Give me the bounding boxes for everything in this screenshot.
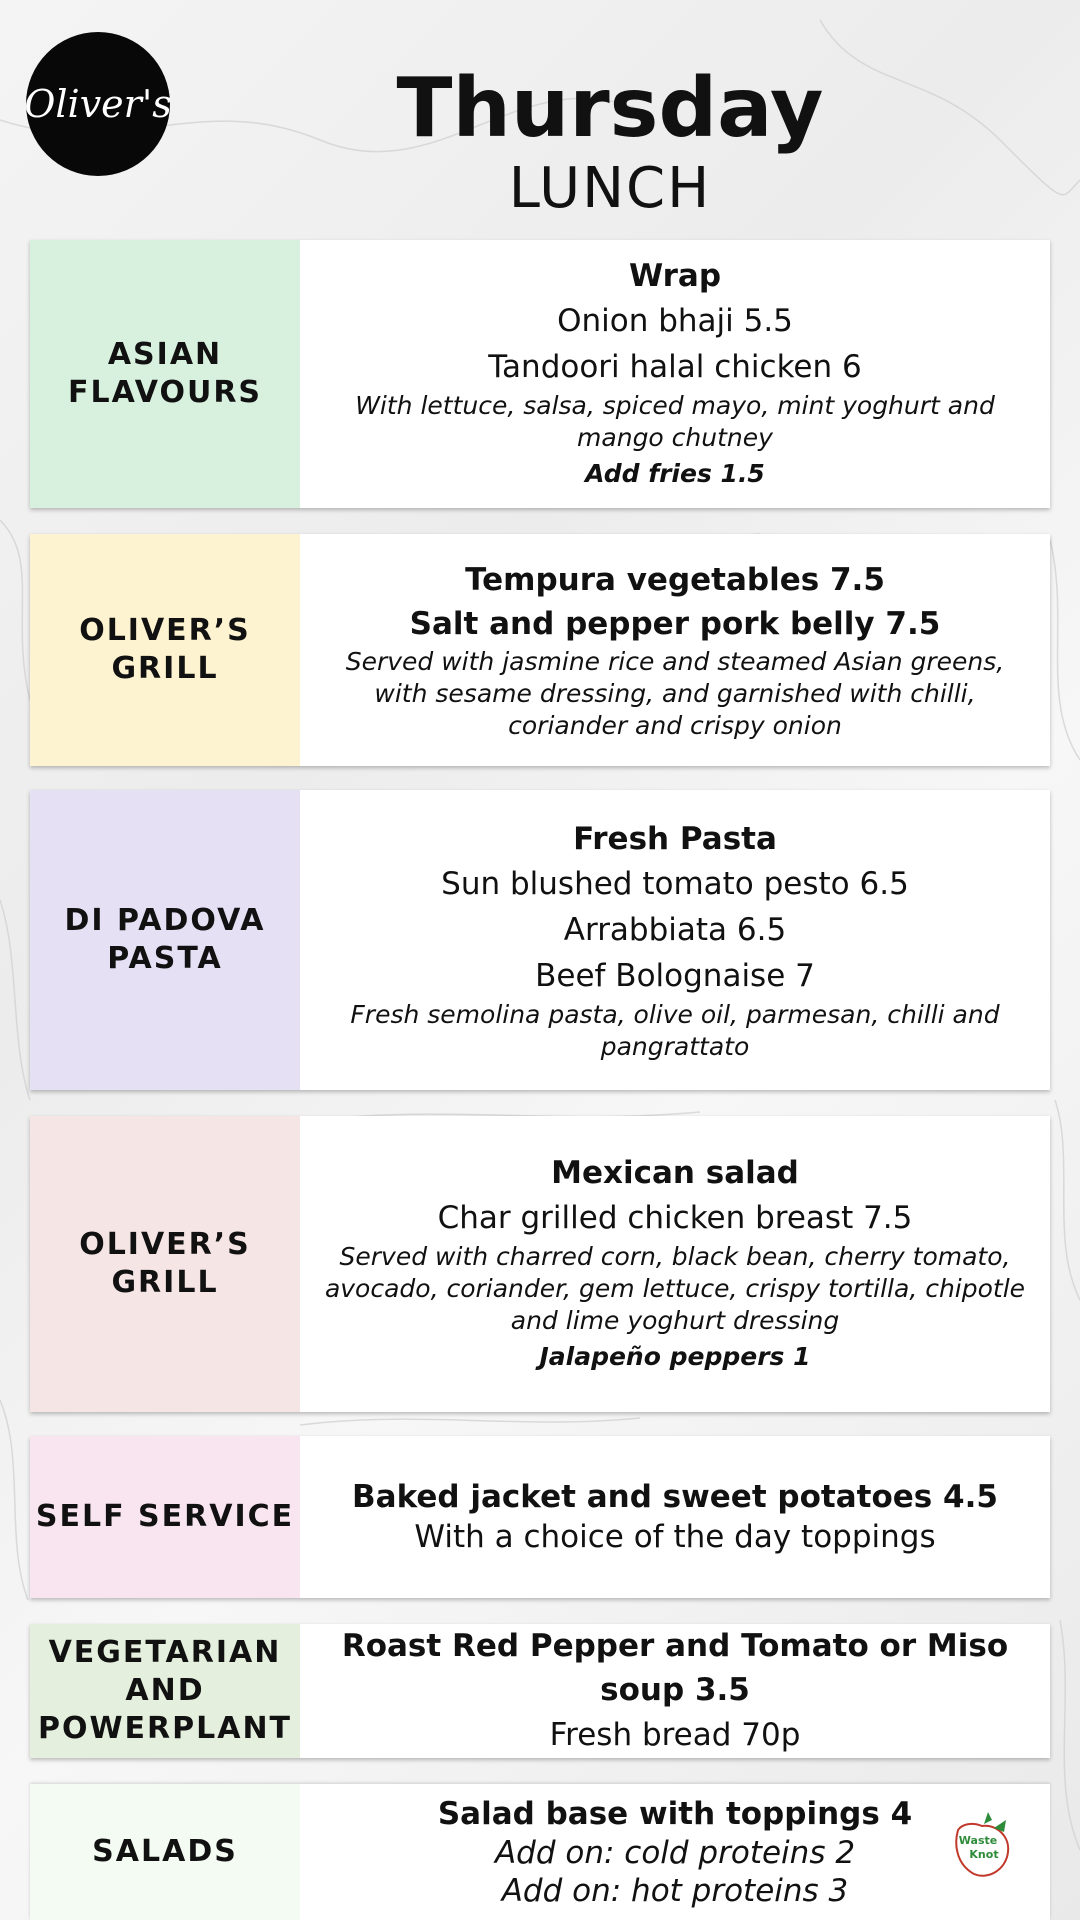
menu-item: Beef Bolognaise 7	[535, 958, 815, 994]
label-line: AND	[125, 1673, 205, 1708]
section-content	[300, 790, 1050, 1090]
section-content	[300, 1784, 1050, 1920]
menu-section-salads	[30, 1784, 1050, 1920]
section-content	[300, 240, 1050, 508]
section-heading: Tempura vegetables 7.5	[465, 562, 885, 598]
extra-note: Jalapeño peppers 1	[539, 1342, 811, 1371]
label-line: ASIAN	[107, 337, 223, 372]
section-heading: Salad base with toppings 4	[437, 1796, 913, 1832]
section-label	[30, 240, 300, 508]
label-line: FLAVOURS	[67, 375, 263, 410]
label-line: PASTA	[107, 941, 223, 976]
menu-item: Onion bhaji 5.5	[557, 303, 793, 339]
logo-text: Oliver's	[24, 82, 172, 126]
section-content	[300, 534, 1050, 766]
label-line: DI PADOVA	[64, 903, 266, 938]
section-label	[30, 1116, 300, 1412]
section-label	[30, 790, 300, 1090]
label-line: SELF SERVICE	[35, 1499, 295, 1534]
label-line: OLIVER’S GRILL	[79, 613, 251, 686]
add-on-line: Add on: hot proteins 3	[501, 1873, 849, 1909]
waste-knot-badge	[944, 1808, 1018, 1882]
item-description: With lettuce, salsa, spiced mayo, mint yoghurt and mango chutney	[355, 391, 995, 452]
item-description: Served with charred corn, black bean, cherry tomato, avocado, coriander, gem lettuce, crispy tortilla, chipotle and lime yoghurt dressing	[324, 1242, 1026, 1335]
label-line: POWERPLANT	[37, 1711, 293, 1746]
item-description: Fresh semolina pasta, olive oil, parmesan, chilli and pangrattato	[350, 1000, 1000, 1061]
label-line: OLIVER’S GRILL	[79, 1227, 251, 1300]
section-content	[300, 1116, 1050, 1412]
section-label	[30, 534, 300, 766]
svg-text:Knot: Knot	[969, 1848, 999, 1861]
menu-item: Char grilled chicken breast 7.5	[437, 1200, 913, 1236]
menu-item: Fresh bread 70p	[549, 1717, 801, 1753]
menu-section-asian-flavours	[30, 240, 1050, 508]
menu-item: Arrabbiata 6.5	[563, 912, 787, 948]
label-line: VEGETARIAN	[48, 1635, 282, 1670]
section-label	[30, 1436, 300, 1598]
meal-subtitle: LUNCH	[508, 156, 712, 221]
section-heading: Fresh Pasta	[573, 821, 777, 857]
section-label	[30, 1784, 300, 1920]
section-heading: Mexican salad	[551, 1155, 799, 1191]
section-content	[300, 1436, 1050, 1598]
section-label	[30, 1624, 300, 1758]
label-line: SALADS	[92, 1834, 238, 1869]
menu-section-olivers-grill-2	[30, 1116, 1050, 1412]
add-on-line: Add on: cold proteins 2	[494, 1835, 856, 1871]
menu-section-vegetarian-powerplant	[30, 1624, 1050, 1758]
menu-section-self-service	[30, 1436, 1050, 1598]
menu-item: With a choice of the day toppings	[414, 1519, 936, 1555]
section-content	[300, 1624, 1050, 1758]
section-heading: Roast Red Pepper and Tomato or Miso soup 3.5	[341, 1628, 1009, 1708]
extra-note: Add fries 1.5	[585, 459, 765, 488]
day-title: Thursday	[396, 61, 824, 156]
section-heading: Wrap	[628, 258, 722, 294]
menu-item: Sun blushed tomato pesto 6.5	[441, 866, 909, 902]
svg-text:Waste: Waste	[958, 1834, 998, 1847]
section-heading: Baked jacket and sweet potatoes 4.5	[352, 1479, 998, 1515]
section-heading: Salt and pepper pork belly 7.5	[409, 606, 941, 642]
item-description: Served with jasmine rice and steamed Asian greens, with sesame dressing, and garnished with chilli, coriander and crispy onion	[345, 647, 1005, 740]
menu-item: Tandoori halal chicken 6	[488, 349, 862, 385]
menu-section-di-padova-pasta	[30, 790, 1050, 1090]
menu-section-olivers-grill-1	[30, 534, 1050, 766]
